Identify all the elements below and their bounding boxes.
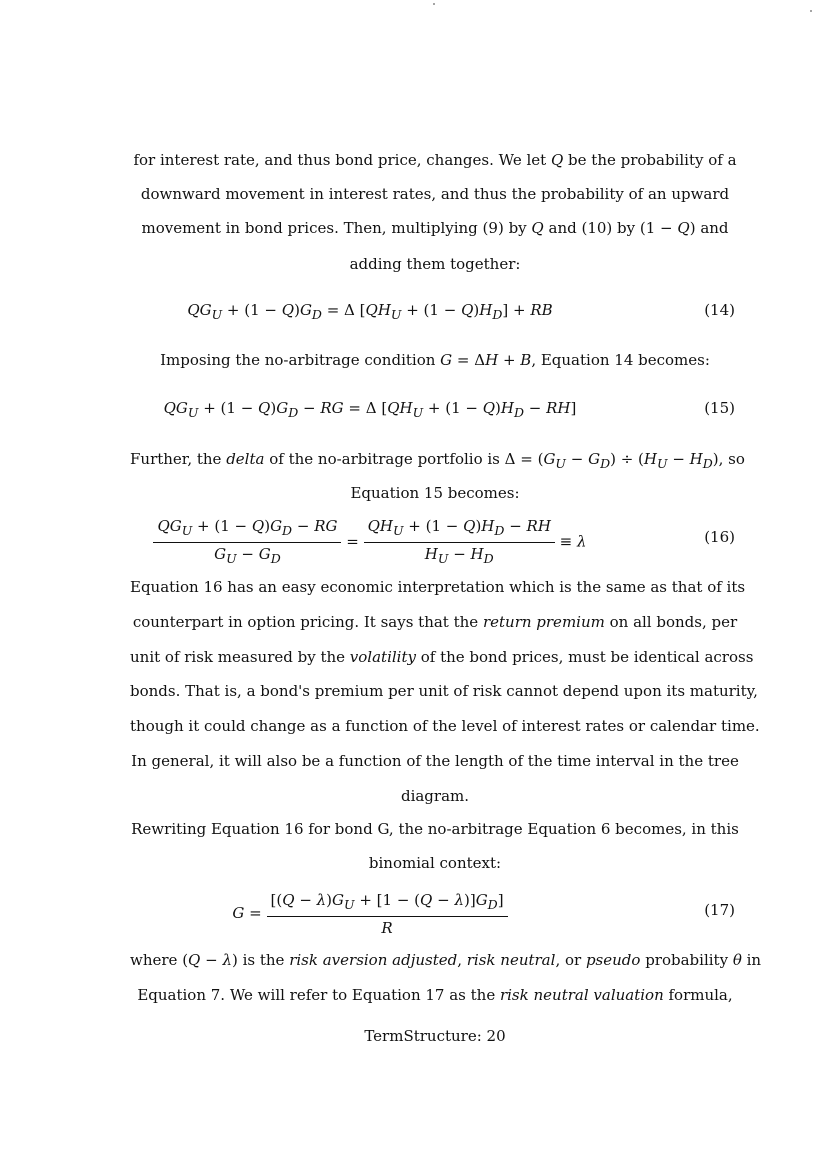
body-text-line: Equation 7. We will refer to Equation 17 as the risk neutral valuation formula, [137,986,733,1004]
equation-number: (14) [704,301,735,319]
equation-number: (15) [704,399,735,417]
body-text-line: where (Q − λ) is the risk aversion adjusted, risk neutral, or pseudo probability θ in [130,951,762,969]
fraction: $\frac{[(Q - \lambda)G_U + [1 - (Q - \lambda)]G_D]}{R}$ [267,890,508,938]
body-text-line: Equation 15 becomes: [350,484,520,502]
body-text-line: unit of risk measured by the volatility of the bond prices, must be identical across [130,648,754,666]
body-text-line: downward movement in interest rates, and thus the probability of an upward [140,185,730,203]
body-text-line: though it could change as a function of the level of interest rates or calendar time. [130,717,760,735]
equation-14: $QG_U + (1 - Q)G_D = \Delta$ $[QH_U + (1 - Q)H_D]$ + RB [187,301,553,322]
equation-15: $QG_U + (1 - Q)G_D$ − RG = Δ $[QH_U + (1 - Q)H_D - RH]$ [163,399,577,420]
body-text-line: Imposing the no-arbitrage condition G = ΔH + B, Equation 14 becomes: [160,351,710,369]
fraction: $\frac{QG_U + (1 - Q)G_D - RG}{G_U - G_D}$ [153,516,341,569]
body-text-line: Equation 16 has an easy economic interpretation which is the same as that of its [130,578,746,596]
fraction: $\frac{QH_U + (1 - Q)H_D - RH}{H_U - H_D}$ [364,516,555,569]
body-text-line: Further, the delta of the no-arbitrage portfolio is $\Delta = (G_U - G_D) \div (H_U - H_D)$, so [130,450,745,471]
body-text-line: for interest rate, and thus bond price, changes. We let Q be the probability of a [133,151,737,169]
body-text-line: movement in bond prices. Then, multiplying (9) by Q and (10) by (1 − Q) and [141,219,729,237]
equation-16: $\frac{QG_U + (1 - Q)G_D - RG}{G_U - G_D}$ = $\frac{QH_U + (1 - Q)H_D - RH}{H_U - H_D}$ ≡ λ [130,516,610,569]
body-text-line: adding them together: [349,255,521,273]
body-text-line: diagram. [400,787,470,805]
body-text-line: counterpart in option pricing. It says that the return premium on all bonds, per [132,613,738,631]
body-text-line: bonds. That is, a bond's premium per unit of risk cannot depend upon its maturity, [130,682,758,700]
equation-number: (16) [704,528,735,546]
body-text-line: Rewriting Equation 16 for bond G, the no-arbitrage Equation 6 becomes, in this [131,820,739,838]
equation-number: (17) [704,901,735,919]
scan-speck [810,10,812,12]
body-text-line: binomial context: [368,854,502,872]
page-footer: TermStructure: 20 [364,1027,506,1045]
equation-17: G = $\frac{[(Q - \lambda)G_U + [1 - (Q - \lambda)]G_D]}{R}$ [130,890,610,938]
scan-speck [433,3,435,5]
body-text-line: In general, it will also be a function of the length of the time interval in the tree [131,752,739,770]
